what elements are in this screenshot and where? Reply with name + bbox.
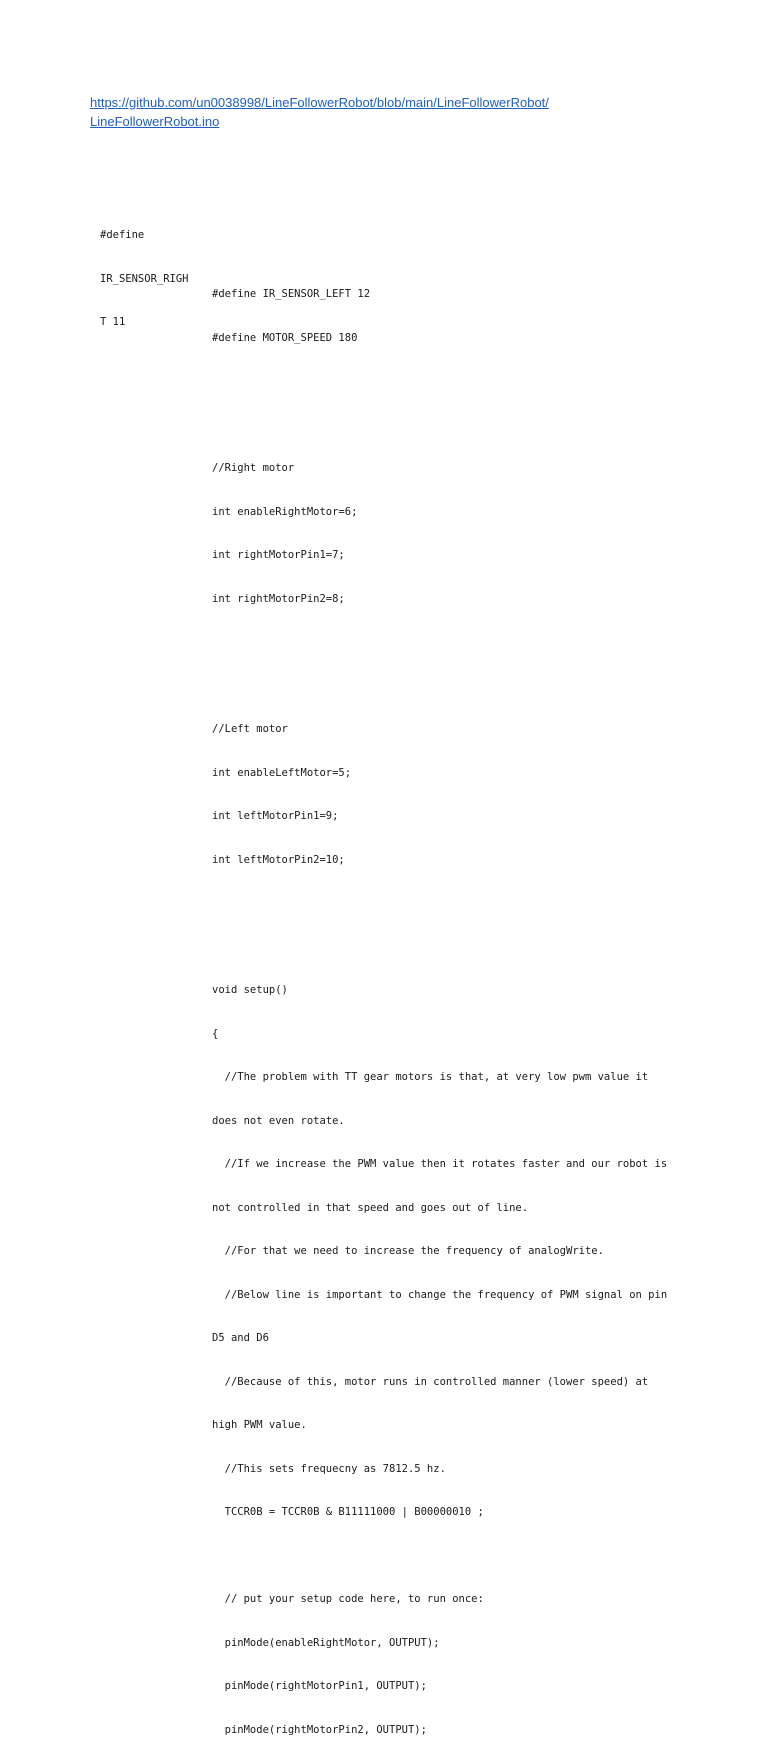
code-line xyxy=(212,1547,667,1567)
code-line: #define IR_SENSOR_LEFT 12 xyxy=(212,288,371,300)
code-line xyxy=(212,633,667,653)
code-line: IR_SENSOR_RIGH xyxy=(100,272,189,285)
code-line: int enableLeftMotor=5; xyxy=(212,766,352,779)
code-line: { xyxy=(212,1027,219,1040)
code-line: TCCR0B = TCCR0B & B11111000 | B00000010 ; xyxy=(212,1506,484,1518)
source-link[interactable] xyxy=(90,93,650,131)
code-line: int enableRightMotor=6; xyxy=(212,505,358,518)
code-line xyxy=(212,416,667,436)
code-line: pinMode(rightMotorPin1, OUTPUT); xyxy=(212,1680,427,1692)
code-line: int leftMotorPin1=9; xyxy=(212,810,339,822)
code-line: //If we increase the PWM value then it rotates faster and our robot is xyxy=(212,1158,668,1170)
code-line: //Below line is important to change the frequency of PWM signal on pin xyxy=(212,1288,668,1301)
code-line: int leftMotorPin2=10; xyxy=(212,853,345,866)
code-line: //Left motor xyxy=(212,723,288,735)
code-line: #define xyxy=(100,229,145,241)
code-line: T 11 xyxy=(100,316,126,328)
code-line: //Right motor xyxy=(212,462,295,474)
define-wrapped-block xyxy=(100,202,189,357)
code-line: int rightMotorPin1=7; xyxy=(212,549,345,561)
code-line: high PWM value. xyxy=(212,1419,307,1431)
source-link-line-1[interactable]: https://github.com/un0038998/LineFollowerRobot/blob/main/LineFollowerRobot/ xyxy=(90,95,549,110)
code-line: //Because of this, motor runs in controlled manner (lower speed) at xyxy=(212,1375,649,1388)
code-block xyxy=(212,261,667,1764)
code-line: //The problem with TT gear motors is that, at very low pwm value it xyxy=(212,1071,649,1083)
code-line xyxy=(212,677,667,697)
source-link-line-2[interactable]: LineFollowerRobot.ino xyxy=(90,114,220,129)
code-line: //This sets frequecny as 7812.5 hz. xyxy=(212,1462,446,1475)
code-line: not controlled in that speed and goes out of line. xyxy=(212,1201,529,1214)
code-line: D5 and D6 xyxy=(212,1332,269,1344)
code-line: //For that we need to increase the frequency of analogWrite. xyxy=(212,1245,604,1257)
code-line: does not even rotate. xyxy=(212,1114,345,1127)
code-line: #define MOTOR_SPEED 180 xyxy=(212,331,358,344)
code-line: void setup() xyxy=(212,984,288,996)
code-line xyxy=(212,372,667,392)
code-line: int rightMotorPin2=8; xyxy=(212,592,345,605)
code-line: // put your setup code here, to run once: xyxy=(212,1593,484,1605)
code-line: pinMode(enableRightMotor, OUTPUT); xyxy=(212,1636,440,1649)
code-line xyxy=(212,938,667,958)
code-line: pinMode(rightMotorPin2, OUTPUT); xyxy=(212,1723,427,1736)
code-line xyxy=(212,894,667,914)
